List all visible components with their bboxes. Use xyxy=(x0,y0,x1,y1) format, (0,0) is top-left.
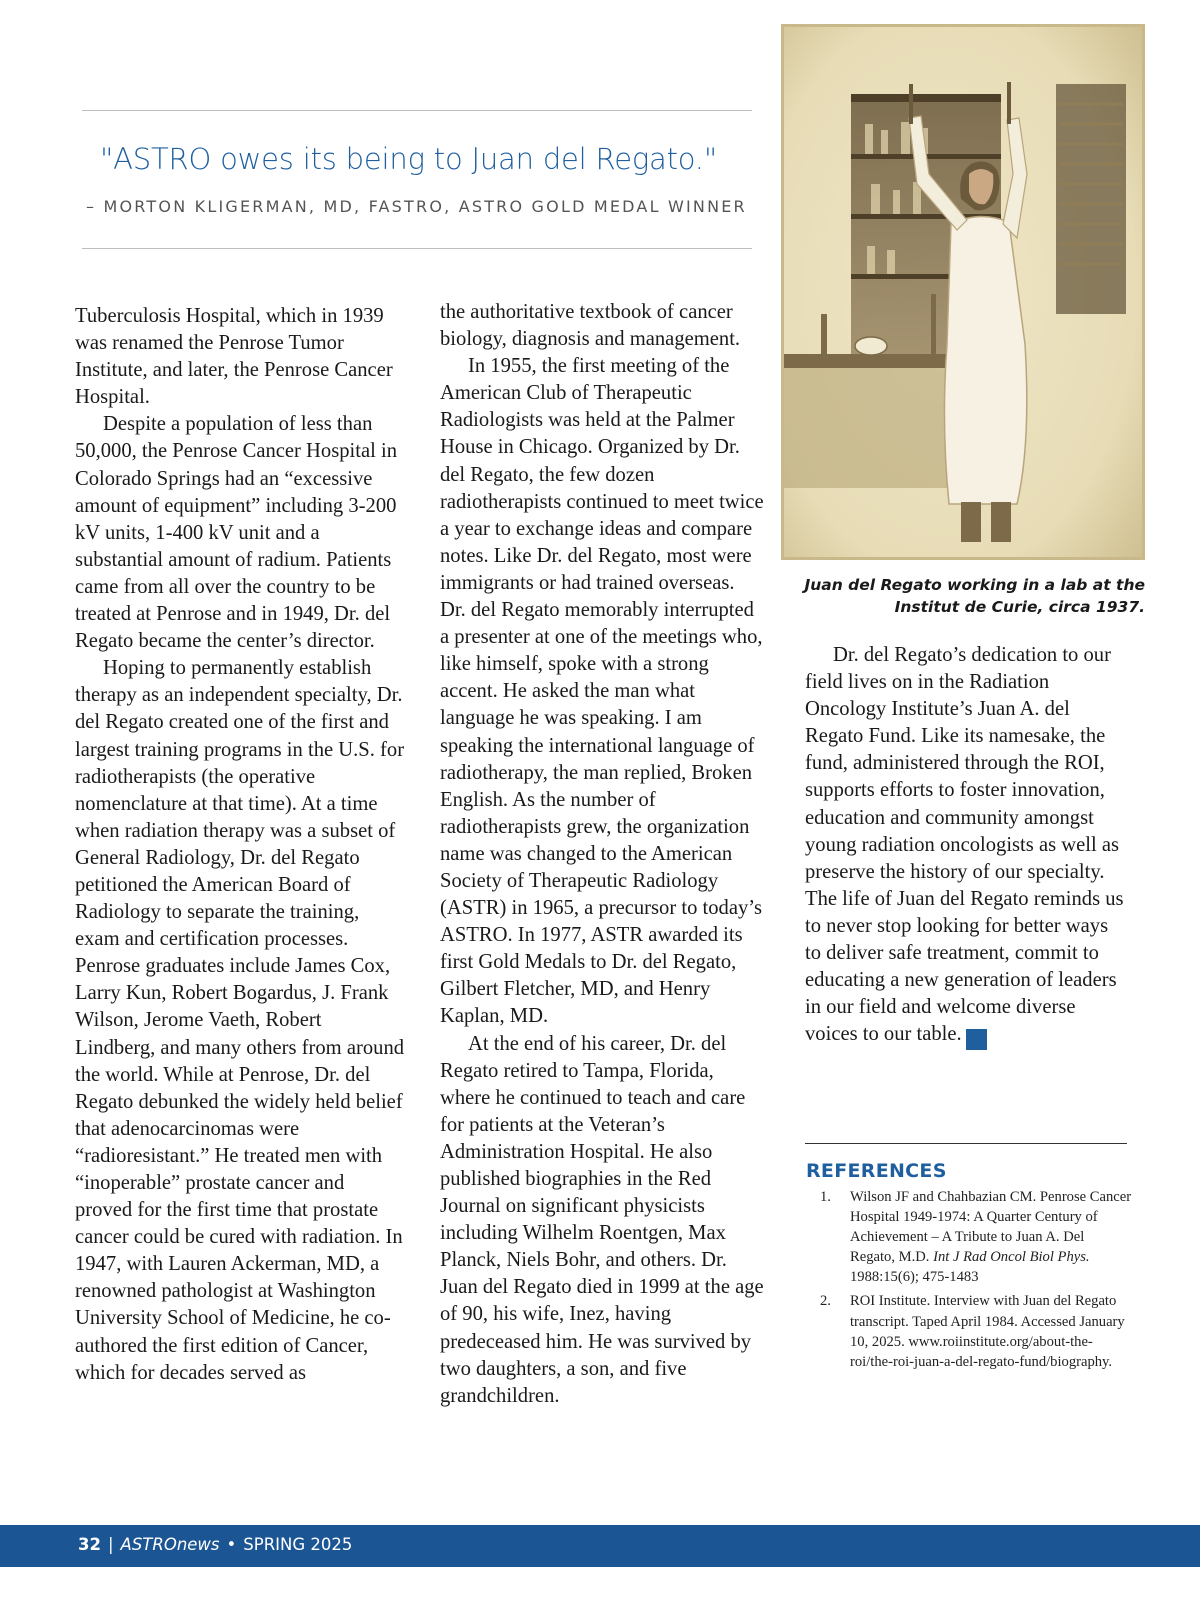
reference-number: 1. xyxy=(820,1189,831,1205)
paragraph: At the end of his career, Dr. del Regato retired to Tampa, Florida, where he continued to teach and care for patients at the Veteran’s Administration Hospital. He also published biographies in the Red Journal on significant physicists including Wilhelm Roentgen, Max Planck, Niels Bohr, and others. Dr. Juan del Regato died in 1999 at the age of 90, his wife, Inez, having predeceased him. He was survived by two daughters, a son, and five grandchildren. xyxy=(440,1032,764,1407)
footer-content xyxy=(78,1535,352,1554)
footer-bullet: • xyxy=(226,1535,237,1554)
pull-quote: "ASTRO owes its being to Juan del Regato." xyxy=(100,142,717,176)
photo-caption: Juan del Regato working in a lab at the Institut de Curie, circa 1937. xyxy=(804,576,1145,616)
quote-bottom-rule xyxy=(82,248,752,249)
references-rule xyxy=(805,1143,1127,1144)
article-column-2 xyxy=(440,299,765,1410)
article-column-1 xyxy=(75,303,405,1387)
reference-journal: Int J Rad Oncol Biol Phys. xyxy=(933,1249,1090,1266)
reference-number: 2. xyxy=(820,1293,831,1310)
paragraph xyxy=(805,642,1125,1050)
paragraph-text: Dr. del Regato’s dedication to our field lives on in the Radiation Oncology Institute’s Juan A. del Regato Fund. Like its namesake, the fund, administered through the ROI, supports efforts to foster innovation, education and community amongst young radiation oncologists as well as preserve the history of our specialty. The life of Juan del Regato reminds us to never stop looking for better ways to deliver safe treatment, commit to educating a new generation of leaders in our field and welcome diverse voices to our table. xyxy=(805,644,1124,1046)
publication-name: ASTROnews xyxy=(120,1535,220,1554)
paragraph: Hoping to permanently establish therapy as an independent specialty, Dr. del Regato created one of the first and largest training programs in the U.S. for radiotherapists (the operative nomenclature at that time). At a time when radiation therapy was a subset of General Radiology, Dr. del Regato petitioned the American Board of Radiology to separate the training, exam and certification processes. Penrose graduates include James Cox, Larry Kun, Robert Bogardus, J. Frank Wilson, Jerome Vaeth, Robert Lindberg, and many others from around the world. While at Penrose, Dr. del Regato debunked the widely held belief that adenocarcinomas were “radioresistant.” He treated men with “inoperable” prostate cancer and proved for the first time that prostate cancer could be cured with radiation. In 1947, with Lauren Ackerman, MD, a renowned pathologist at Washington University School of Medicine, he co-authored the first edition of Cancer, which for decades served as xyxy=(75,657,405,1384)
pull-quote-attribution: – MORTON KLIGERMAN, MD, FASTRO, ASTRO GOLD MEDAL WINNER xyxy=(86,197,747,216)
astro-end-mark-icon: A xyxy=(966,1029,987,1050)
references-list xyxy=(820,1187,1132,1372)
footer-separator: | xyxy=(107,1535,114,1554)
issue-label: SPRING 2025 xyxy=(243,1535,353,1554)
historic-lab-photo xyxy=(781,24,1145,560)
paragraph: the authoritative textbook of cancer biology, diagnosis and management. xyxy=(440,301,741,351)
reference-text: Wilson JF and Chahbazian CM. Penrose Cancer Hospital 1949-1974: A Quarter Century of Achievement – A Tribute to Juan A. Del Regato, M.D. xyxy=(850,1189,1132,1266)
article-column-3 xyxy=(805,642,1125,1050)
paragraph: Despite a population of less than 50,000, the Penrose Cancer Hospital in Colorado Springs had an “excessive amount of equipment” including 3-200 kV units, 1-400 kV unit and a substantial amount of radium. Patients came from all over the country to be treated at Penrose and in 1949, Dr. del Regato became the center’s director. xyxy=(75,413,397,653)
reference-citation: 1988:15(6); 475-1483 xyxy=(850,1269,979,1286)
page-number: 32 xyxy=(78,1535,101,1554)
reference-item xyxy=(820,1187,1132,1287)
paragraph: In 1955, the first meeting of the American Club of Therapeutic Radiologists was held at the Palmer House in Chicago. Organized by Dr. del Regato, the few dozen radiotherapists continued to meet twice a year to exchange ideas and compare notes. Like Dr. del Regato, most were immigrants or had trained overseas. Dr. del Regato memorably interrupted a presenter at one of the meetings who, like himself, spoke with a strong accent. He asked the man what language he was speaking. I am speaking the international language of radiotherapy, the man replied, Broken English. As the number of radiotherapists grew, the organization name was changed to the American Society of Therapeutic Radiology (ASTR) in 1965, a precursor to today’s ASTRO. In 1977, ASTR awarded its first Gold Medals to Dr. del Regato, Gilbert Fletcher, MD, and Henry Kaplan, MD. xyxy=(440,355,764,1028)
page-footer xyxy=(0,1525,1200,1567)
references-heading: REFERENCES xyxy=(806,1160,947,1182)
quote-top-rule xyxy=(82,110,752,111)
paragraph: Tuberculosis Hospital, which in 1939 was renamed the Penrose Tumor Institute, and later, the Penrose Cancer Hospital. xyxy=(75,305,393,409)
reference-text: ROI Institute. Interview with Juan del Regato transcript. Taped April 1984. Accessed January 10, 2025. www.roiinstitute.org/about-the-roi/the-roi-juan-a-del-regato-fund/biography. xyxy=(850,1293,1125,1370)
reference-item xyxy=(820,1291,1132,1371)
